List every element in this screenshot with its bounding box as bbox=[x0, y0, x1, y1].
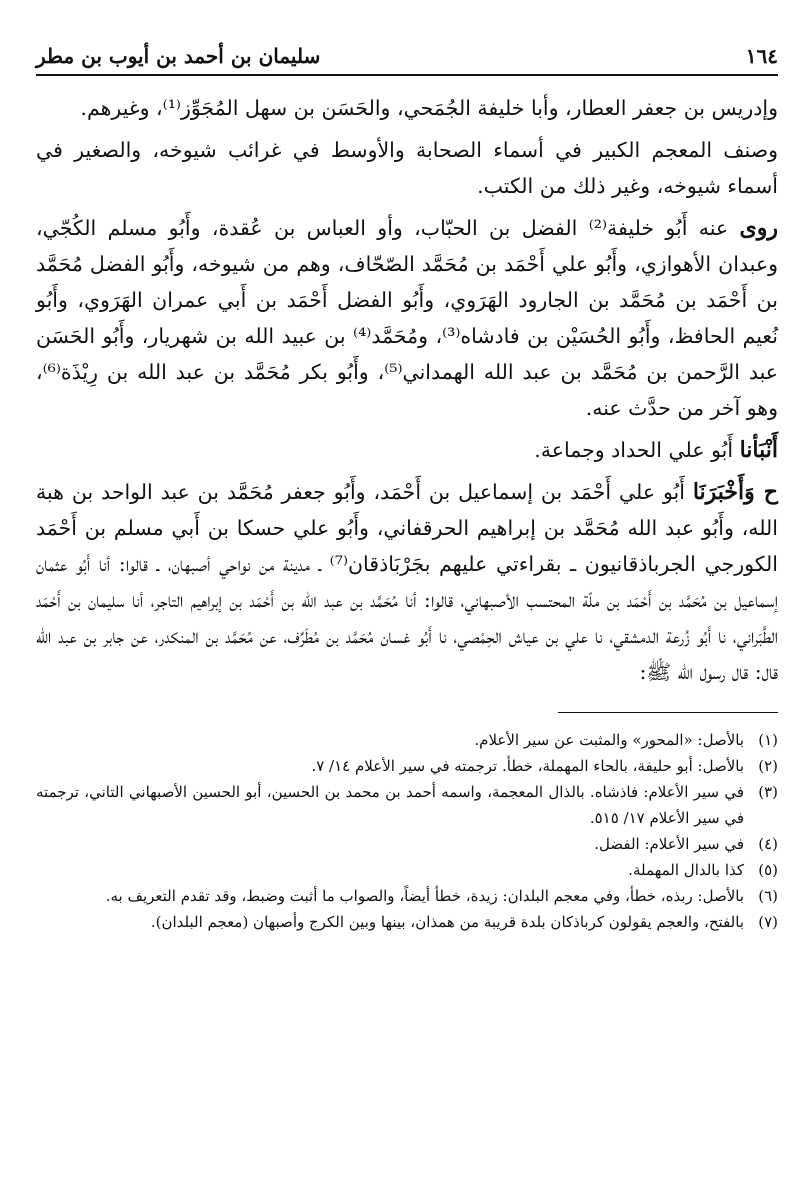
running-header bbox=[36, 44, 778, 74]
paragraph: روى عنه أَبُو خليفة⁽²⁾ الفضل بن الحبّاب، وأو العباس بن عُقدة، وأَبُو مسلم الكُجّي، وعبدان الأهوازي، وأَبُو علي أَحْمَد بن مُحَمَّد الصّحّاف، وهم من شيوخه، وأَبُو الفضل مُحَمَّد بن أَحْمَد بن مُحَمَّد بن الجارود الهَرَوي، وأَبُو الفضل أَحْمَد بن أَبي عمران الهَرَوي، وأَبُو نُعيم الحافظ، وأَبُو الحُسَيْن بن فادشاه⁽³⁾، ومُحَمَّد⁽⁴⁾ بن عبيد الله بن شهريار، وأَبُو الحَسَن عبد الرَّحمن بن مُحَمَّد بن عبد الله الهمداني⁽⁵⁾، وأَبُو بكر مُحَمَّد بن عبد الله بن رِيْذَة⁽⁶⁾، وهو آخر من حدَّث عنه. bbox=[36, 215, 778, 420]
paragraph: أَنْبَأنا أَبُو علي الحداد وجماعة. bbox=[534, 437, 778, 463]
paragraph: وصنف المعجم الكبير في أسماء الصحابة والأوسط في غرائب شيوخه، والصغير في أسماء شيوخه، وغير ذلك من الكتب. bbox=[36, 138, 778, 198]
footnote-divider bbox=[558, 712, 778, 713]
paragraph: وإدريس بن جعفر العطار، وأبا خليفة الجُمَحي، والحَسَن بن سهل المُجَوِّز⁽¹⁾، وغيرهم. bbox=[80, 96, 778, 120]
footnote: (١) بالأصل: «المحور» والمثبت عن سير الأعلام. bbox=[474, 731, 778, 749]
footnote: (٦) بالأصل: ربذه، خطأ، وفي معجم البلدان: زيدة، خطأ أيضاً، والصواب ما أثبت وضبط، وقد تقدم التعريف به. bbox=[105, 887, 778, 905]
footnote: (٣) في سير الأعلام: فاذشاه. بالذال المعجمة، واسمه أحمد بن محمد بن الحسين، أبو الحسين الأصبهاني التاني، ترجمته في سير الأعلام ١٧/ ٥١٥. bbox=[36, 783, 778, 827]
main-text bbox=[36, 90, 778, 690]
footnote: (٢) بالأصل: أبو حليفة، بالحاء المهملة، خطأ. ترجمته في سير الأعلام ١٤/ ٧. bbox=[311, 757, 778, 775]
footnotes bbox=[36, 727, 778, 935]
header-divider bbox=[36, 74, 778, 76]
footnote: (٥) كذا بالدال المهملة. bbox=[628, 861, 778, 879]
page bbox=[36, 44, 778, 935]
footnote: (٧) بالفتح، والعجم يقولون كرباذكان بلدة قريبة من همذان، بينها وبين الكرج وأصبهان (معجم البلدان). bbox=[150, 913, 778, 931]
footnote: (٤) في سير الأعلام: الفضل. bbox=[594, 835, 778, 853]
header-title: سليمان بن أحمد بن أيوب بن مطر bbox=[36, 44, 321, 68]
paragraph: ح وَأَخْبَرَنَا أَبُو علي أَحْمَد بن إسماعيل بن أَحْمَد، وأَبُو جعفر مُحَمَّد بن عبد الواحد بن هبة الله، وأَبُو عبد الله مُحَمَّد بن إبراهيم الحرقفاني، وأَبُو علي حسكا بن أَبي مسلم بن أَحْمَد الكورجي الجرباذقانيون ـ بقراءتي عليهم بجَرْبَاذقان⁽⁷⁾ ـ مدينة من نواحي أصبهان، ـ قالوا: أنا أَبُو عثمان إسماعيل بن مُحَمَّد بن أَحْمَد بن ملّة المحتسب الأصبهاني، قالوا: أنا مُحَمَّد بن عبد الله بن أَحْمَد بن إبراهيم التاجر، أنا سليمان بن أَحْمَد الطَّبَراني، نا أَبُو زُرعة الدمشقي، نا علي بن عياش الحِمْصي، نا أَبُو غسان مُحَمَّد بن مُطَرِّف، عن مُحَمَّد بن المنكدر، عن جابر بن عبد الله قال: قال رسول الله ﷺ: bbox=[36, 479, 778, 684]
page-number: ١٦٤ bbox=[745, 44, 778, 68]
